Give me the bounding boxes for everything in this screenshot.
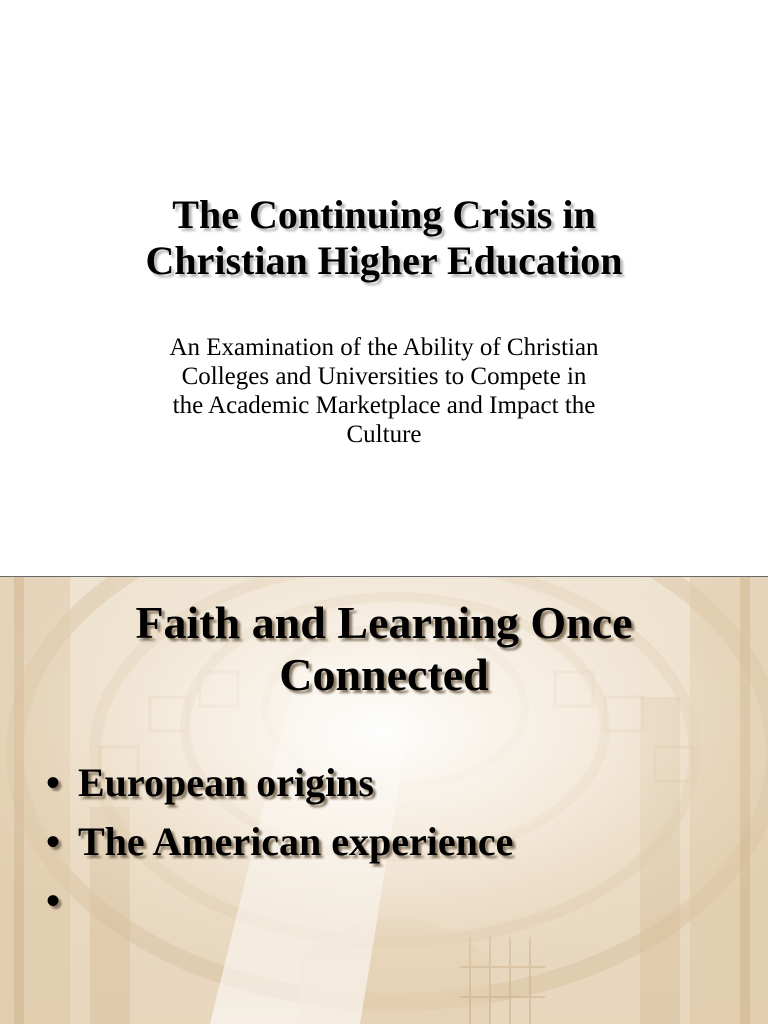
bullet-icon: • bbox=[46, 878, 61, 923]
subtitle-line: An Examination of the Ability of Christian bbox=[169, 334, 599, 361]
bullet-item bbox=[46, 879, 746, 938]
content-slide bbox=[0, 577, 768, 1024]
bullet-item bbox=[46, 761, 746, 820]
slide-title bbox=[0, 192, 768, 284]
bullet-text: The American experience bbox=[78, 819, 514, 864]
slide-title-line-1: The Continuing Crisis in bbox=[172, 192, 596, 237]
slide-title-line-2: Connected bbox=[279, 649, 489, 700]
subtitle-line: Colleges and Universities to Compete in bbox=[181, 363, 587, 390]
bullet-list bbox=[46, 761, 746, 938]
subtitle-line: Culture bbox=[346, 421, 422, 448]
bullet-item bbox=[46, 820, 746, 879]
slide-title-line-2: Christian Higher Education bbox=[145, 238, 623, 283]
bullet-text: European origins bbox=[78, 760, 374, 805]
bullet-icon: • bbox=[46, 819, 61, 864]
slide-title bbox=[0, 597, 768, 701]
subtitle-line: the Academic Marketplace and Impact the bbox=[172, 392, 596, 419]
slide-title-line-1: Faith and Learning Once bbox=[135, 597, 633, 648]
bullet-icon: • bbox=[46, 760, 61, 805]
slide-subtitle bbox=[114, 333, 654, 449]
